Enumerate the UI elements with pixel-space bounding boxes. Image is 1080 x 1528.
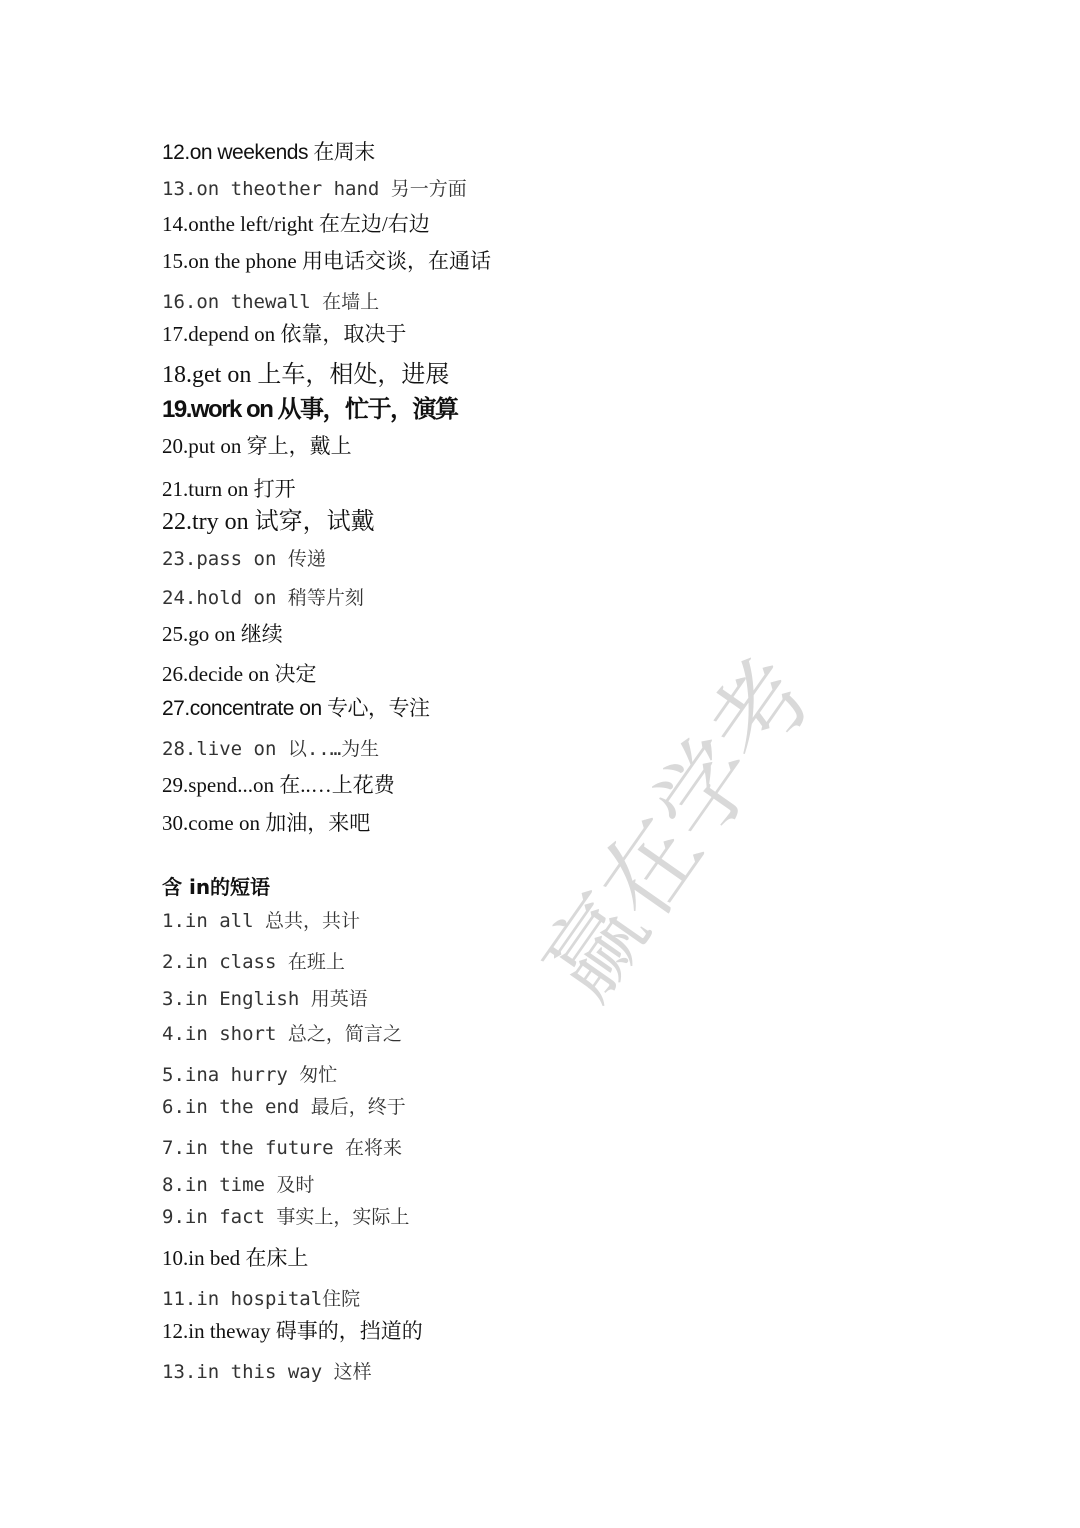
watermark-text: 赢在学考: [522, 639, 835, 1019]
phrase-line: 6.in the end 最后，终于: [162, 1096, 406, 1118]
phrase-line: 25.go on 继续: [162, 622, 283, 646]
watermark: [360, 600, 835, 1019]
phrase-line: 1.in all 总共，共计: [162, 910, 360, 932]
phrase-line: 17.depend on 依靠，取决于: [162, 322, 407, 346]
phrase-line: 21.turn on 打开: [162, 477, 296, 501]
phrase-line: 16.on thewall 在墙上: [162, 291, 380, 313]
phrase-line: 19.work on 从事，忙于，演算: [162, 396, 458, 423]
phrase-line: 7.in the future 在将来: [162, 1137, 403, 1159]
phrase-line: 9.in fact 事实上，实际上: [162, 1206, 410, 1228]
phrase-line: 3.in English 用英语: [162, 988, 368, 1010]
phrase-line: 12.in theway 碍事的，挡道的: [162, 1319, 423, 1343]
phrase-line: 28.live on 以..…为生: [162, 738, 380, 760]
phrase-line: 5.ina hurry 匆忙: [162, 1064, 338, 1086]
phrase-line: 22.try on 试穿，试戴: [162, 509, 375, 535]
phrase-line: 20.put on 穿上，戴上: [162, 434, 352, 458]
phrase-line: 13.in this way 这样: [162, 1361, 372, 1383]
phrase-line: 11.in hospital住院: [162, 1288, 361, 1310]
phrase-line: 23.pass on 传递: [162, 548, 326, 570]
phrase-line: 13.on theother hand 另一方面: [162, 178, 467, 200]
phrase-line: 10.in bed 在床上: [162, 1246, 309, 1270]
phrase-line: 30.come on 加油，来吧: [162, 811, 371, 835]
phrase-line: 2.in class 在班上: [162, 951, 345, 973]
phrase-line: 29.spend...on 在..…上花费: [162, 773, 395, 797]
phrase-line: 8.in time 及时: [162, 1174, 315, 1196]
phrase-line: 12.on weekends 在周末: [162, 141, 375, 164]
phrase-line: 27.concentrate on 专心，专注: [162, 697, 430, 720]
phrase-line: 15.on the phone 用电话交谈，在通话: [162, 249, 491, 273]
section-heading: 含 in的短语: [162, 875, 271, 899]
phrase-line: 4.in short 总之，简言之: [162, 1023, 402, 1045]
phrase-line: 26.decide on 决定: [162, 662, 317, 686]
phrase-line: 18.get on 上车，相处，进展: [162, 362, 450, 388]
phrase-line: 14.onthe left/right 在左边/右边: [162, 212, 430, 236]
phrase-line: 24.hold on 稍等片刻: [162, 587, 364, 609]
